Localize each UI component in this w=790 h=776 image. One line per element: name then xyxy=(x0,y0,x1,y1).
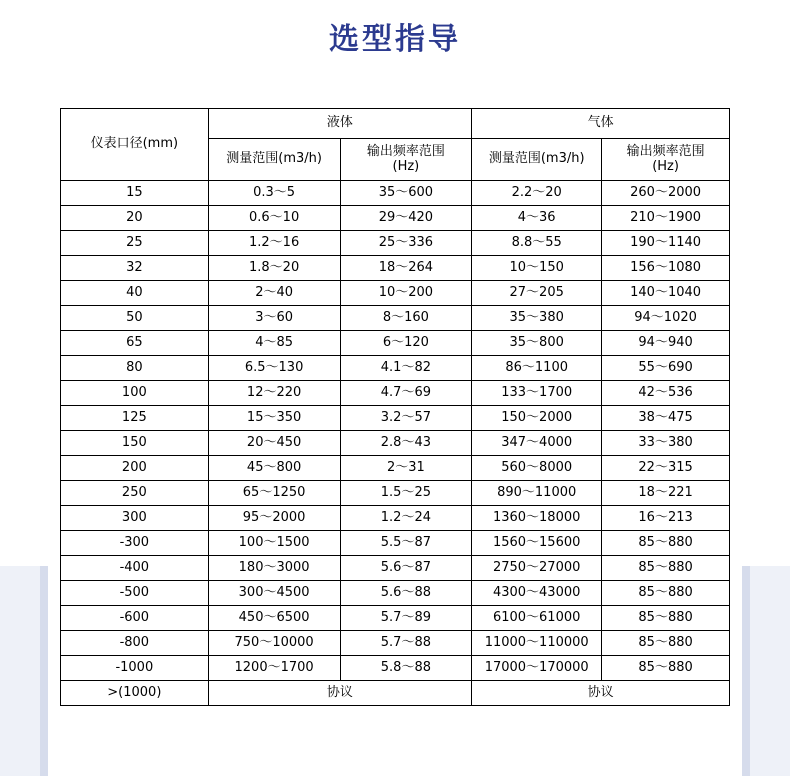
table-row xyxy=(61,406,730,431)
cell-gas-range: 1560～15600 xyxy=(472,531,602,556)
cell-gas-frequency: 16～213 xyxy=(602,506,730,531)
header-gas-frequency-line2: (Hz) xyxy=(652,158,679,174)
cell-liquid-range: 2～40 xyxy=(208,281,340,306)
cell-liquid-range: 0.3～5 xyxy=(208,181,340,206)
cell-gas-frequency: 94～1020 xyxy=(602,306,730,331)
cell-gas-range: 2750～27000 xyxy=(472,556,602,581)
cell-liquid-range: 协议 xyxy=(208,681,472,706)
cell-meter-size: 20 xyxy=(61,206,209,231)
cell-gas-frequency: 55～690 xyxy=(602,356,730,381)
table-row xyxy=(61,656,730,681)
table-row xyxy=(61,256,730,281)
header-gas-frequency-line1: 输出频率范围 xyxy=(626,143,705,159)
cell-gas-frequency: 85～880 xyxy=(602,556,730,581)
table-row xyxy=(61,306,730,331)
cell-liquid-frequency: 1.2～24 xyxy=(340,506,472,531)
cell-meter-size: 25 xyxy=(61,231,209,256)
table-row xyxy=(61,531,730,556)
cell-liquid-range: 4～85 xyxy=(208,331,340,356)
header-liquid-frequency xyxy=(340,139,472,181)
cell-gas-range: 10～150 xyxy=(472,256,602,281)
cell-gas-range: 27～205 xyxy=(472,281,602,306)
cell-liquid-range: 95～2000 xyxy=(208,506,340,531)
cell-gas-range: 6100～61000 xyxy=(472,606,602,631)
cell-gas-range: 133～1700 xyxy=(472,381,602,406)
cell-liquid-range: 20～450 xyxy=(208,431,340,456)
cell-liquid-frequency: 6～120 xyxy=(340,331,472,356)
cell-gas-range: 890～11000 xyxy=(472,481,602,506)
cell-liquid-range: 1200～1700 xyxy=(208,656,340,681)
cell-gas-range: 4～36 xyxy=(472,206,602,231)
table-row xyxy=(61,431,730,456)
selection-guide-table xyxy=(60,108,730,706)
decor-left-bar xyxy=(40,566,48,776)
cell-liquid-range: 6.5～130 xyxy=(208,356,340,381)
cell-gas-frequency: 85～880 xyxy=(602,656,730,681)
cell-liquid-range: 750～10000 xyxy=(208,631,340,656)
cell-gas-range: 协议 xyxy=(472,681,730,706)
table-row xyxy=(61,606,730,631)
cell-gas-frequency: 85～880 xyxy=(602,531,730,556)
cell-gas-frequency: 85～880 xyxy=(602,606,730,631)
cell-gas-frequency: 22～315 xyxy=(602,456,730,481)
cell-liquid-range: 180～3000 xyxy=(208,556,340,581)
cell-gas-frequency: 18～221 xyxy=(602,481,730,506)
table-row xyxy=(61,631,730,656)
cell-gas-frequency: 42～536 xyxy=(602,381,730,406)
cell-meter-size: -400 xyxy=(61,556,209,581)
decor-right-panel xyxy=(750,566,790,776)
header-gas-group: 气体 xyxy=(472,109,730,139)
cell-gas-frequency: 210～1900 xyxy=(602,206,730,231)
table-header xyxy=(61,109,730,181)
table-row xyxy=(61,356,730,381)
cell-meter-size: -300 xyxy=(61,531,209,556)
table-row xyxy=(61,181,730,206)
cell-meter-size: -600 xyxy=(61,606,209,631)
cell-liquid-range: 450～6500 xyxy=(208,606,340,631)
cell-gas-frequency: 260～2000 xyxy=(602,181,730,206)
cell-liquid-frequency: 10～200 xyxy=(340,281,472,306)
cell-gas-range: 560～8000 xyxy=(472,456,602,481)
cell-liquid-frequency: 5.8～88 xyxy=(340,656,472,681)
cell-liquid-frequency: 5.7～88 xyxy=(340,631,472,656)
cell-gas-range: 4300～43000 xyxy=(472,581,602,606)
cell-liquid-frequency: 1.5～25 xyxy=(340,481,472,506)
decor-left-panel xyxy=(0,566,40,776)
cell-gas-frequency: 94～940 xyxy=(602,331,730,356)
cell-meter-size: -800 xyxy=(61,631,209,656)
cell-gas-range: 150～2000 xyxy=(472,406,602,431)
cell-gas-range: 35～800 xyxy=(472,331,602,356)
header-gas-range: 测量范围(m3/h) xyxy=(472,139,602,181)
cell-liquid-range: 1.2～16 xyxy=(208,231,340,256)
cell-liquid-range: 12～220 xyxy=(208,381,340,406)
table-row xyxy=(61,456,730,481)
cell-gas-frequency: 85～880 xyxy=(602,581,730,606)
cell-liquid-frequency: 2.8～43 xyxy=(340,431,472,456)
header-meter-size: 仪表口径(mm) xyxy=(61,109,209,181)
spec-table-container xyxy=(60,108,730,706)
cell-gas-frequency: 85～880 xyxy=(602,631,730,656)
cell-liquid-frequency: 5.6～88 xyxy=(340,581,472,606)
cell-meter-size: 50 xyxy=(61,306,209,331)
cell-liquid-range: 100～1500 xyxy=(208,531,340,556)
cell-liquid-range: 15～350 xyxy=(208,406,340,431)
table-row xyxy=(61,331,730,356)
cell-gas-range: 347～4000 xyxy=(472,431,602,456)
header-liquid-range: 测量范围(m3/h) xyxy=(208,139,340,181)
cell-gas-frequency: 140～1040 xyxy=(602,281,730,306)
cell-liquid-frequency: 25～336 xyxy=(340,231,472,256)
cell-liquid-frequency: 5.6～87 xyxy=(340,556,472,581)
table-row xyxy=(61,381,730,406)
cell-liquid-range: 65～1250 xyxy=(208,481,340,506)
table-group-header-row xyxy=(61,109,730,139)
cell-liquid-frequency: 4.7～69 xyxy=(340,381,472,406)
table-row xyxy=(61,206,730,231)
cell-meter-size: -1000 xyxy=(61,656,209,681)
cell-liquid-range: 45～800 xyxy=(208,456,340,481)
decor-right-bar xyxy=(742,566,750,776)
table-row xyxy=(61,281,730,306)
cell-meter-size: >(1000) xyxy=(61,681,209,706)
cell-meter-size: 32 xyxy=(61,256,209,281)
cell-gas-range: 35～380 xyxy=(472,306,602,331)
cell-meter-size: 250 xyxy=(61,481,209,506)
header-liquid-frequency-line2: (Hz) xyxy=(392,158,420,174)
table-row xyxy=(61,581,730,606)
cell-meter-size: 150 xyxy=(61,431,209,456)
cell-gas-range: 17000～170000 xyxy=(472,656,602,681)
cell-meter-size: 300 xyxy=(61,506,209,531)
cell-meter-size: 100 xyxy=(61,381,209,406)
cell-meter-size: 65 xyxy=(61,331,209,356)
cell-meter-size: 125 xyxy=(61,406,209,431)
cell-liquid-frequency: 4.1～82 xyxy=(340,356,472,381)
cell-liquid-frequency: 35～600 xyxy=(340,181,472,206)
table-row xyxy=(61,231,730,256)
cell-meter-size: 80 xyxy=(61,356,209,381)
cell-gas-frequency: 190～1140 xyxy=(602,231,730,256)
cell-liquid-range: 1.8～20 xyxy=(208,256,340,281)
cell-liquid-frequency: 3.2～57 xyxy=(340,406,472,431)
cell-liquid-frequency: 18～264 xyxy=(340,256,472,281)
table-row xyxy=(61,556,730,581)
cell-meter-size: 15 xyxy=(61,181,209,206)
cell-meter-size: -500 xyxy=(61,581,209,606)
cell-liquid-range: 300～4500 xyxy=(208,581,340,606)
header-gas-frequency xyxy=(602,139,730,181)
table-row xyxy=(61,481,730,506)
cell-liquid-range: 3～60 xyxy=(208,306,340,331)
header-liquid-group: 液体 xyxy=(208,109,472,139)
cell-liquid-range: 0.6～10 xyxy=(208,206,340,231)
cell-liquid-frequency: 8～160 xyxy=(340,306,472,331)
cell-gas-frequency: 156～1080 xyxy=(602,256,730,281)
cell-gas-range: 2.2～20 xyxy=(472,181,602,206)
page-title: 选型指导 xyxy=(329,22,461,57)
cell-liquid-frequency: 2～31 xyxy=(340,456,472,481)
table-row xyxy=(61,681,730,706)
cell-gas-frequency: 33～380 xyxy=(602,431,730,456)
cell-liquid-frequency: 29～420 xyxy=(340,206,472,231)
cell-gas-range: 11000～110000 xyxy=(472,631,602,656)
cell-gas-frequency: 38～475 xyxy=(602,406,730,431)
cell-meter-size: 200 xyxy=(61,456,209,481)
cell-liquid-frequency: 5.5～87 xyxy=(340,531,472,556)
table-row xyxy=(61,506,730,531)
cell-meter-size: 40 xyxy=(61,281,209,306)
cell-gas-range: 86～1100 xyxy=(472,356,602,381)
table-body xyxy=(61,181,730,706)
cell-gas-range: 1360～18000 xyxy=(472,506,602,531)
cell-liquid-frequency: 5.7～89 xyxy=(340,606,472,631)
header-liquid-frequency-line1: 输出频率范围 xyxy=(366,143,445,159)
cell-gas-range: 8.8～55 xyxy=(472,231,602,256)
